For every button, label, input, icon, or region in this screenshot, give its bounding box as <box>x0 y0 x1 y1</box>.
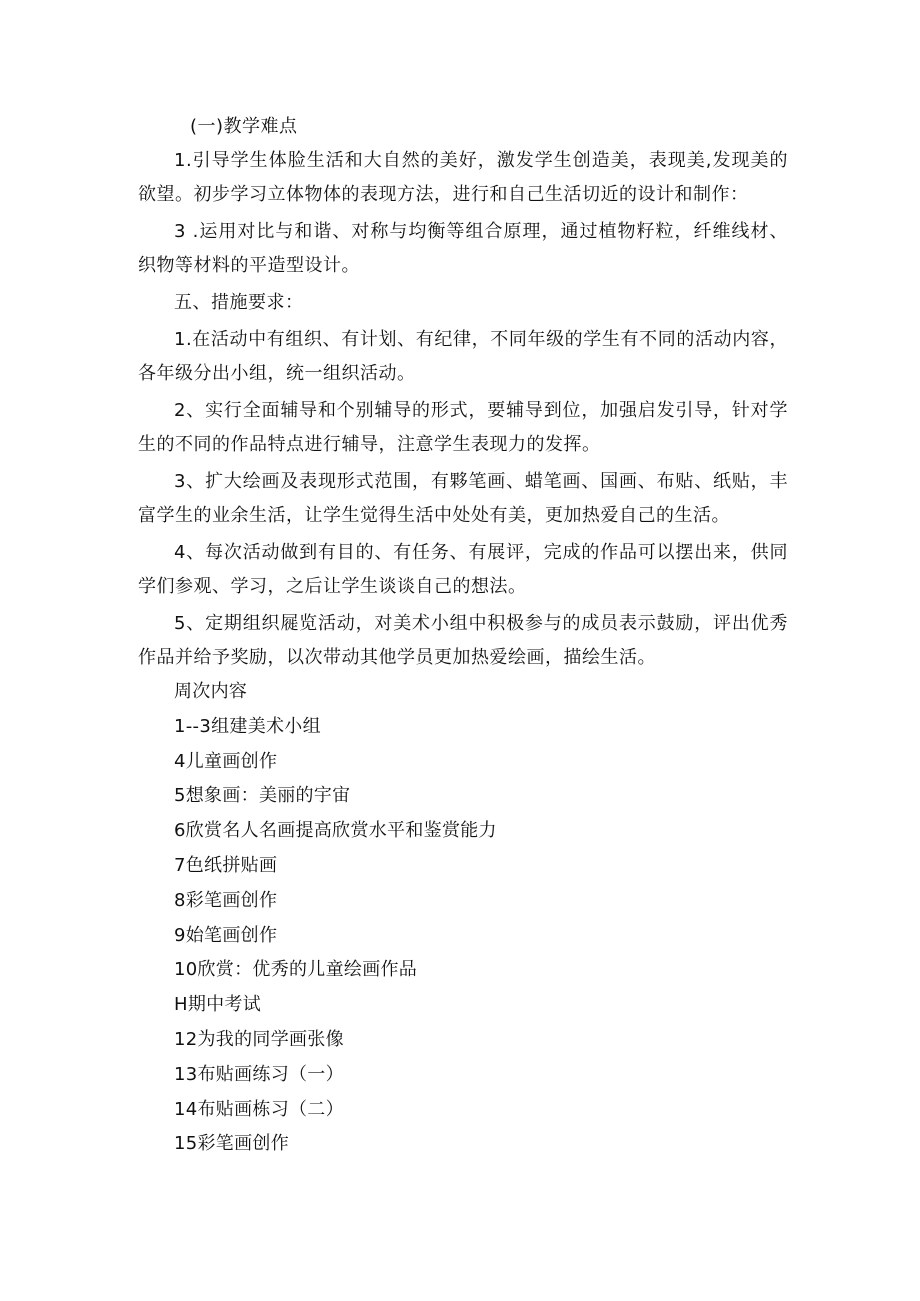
difficulty-paragraph-1: 1.引导学生体脸生活和大自然的美好，激发学生创造美，表现美,发现美的欲望。初步学习立体物体的表现方法，进行和自己生活切近的设计和制作： <box>138 150 788 205</box>
schedule-item: 13布贴画练习（一） <box>174 1063 344 1085</box>
measure-paragraph-5: 5、定期组织屣览活动，对美术小组中积极参与的成员表示鼓励，评出优秀作品并给予奖励，以次带动其他学员更加热爱绘画，描绘生活。 <box>138 613 788 668</box>
schedule-list <box>138 675 788 1162</box>
section-heading-measures: 五、措施要求： <box>174 292 304 313</box>
difficulty-paragraph-2: 3 .运用对比与和谐、对称与均衡等组合原理，通过植物籽粒，纤维线材、织物等材料的平造型设计。 <box>138 221 788 276</box>
measure-paragraph-3: 3、扩大绘画及表现形式范围，有夥笔画、蜡笔画、国画、布贴、纸贴，丰富学生的业余生活，让学生觉得生活中处处有美，更加热爱自己的生活。 <box>138 471 788 526</box>
document-body <box>138 110 788 1162</box>
schedule-item: 14布贴画栋习（二） <box>174 1098 344 1120</box>
schedule-item: 7色纸拼贴画 <box>174 854 278 876</box>
schedule-item: 5想象画：美丽的宇宙 <box>174 785 351 807</box>
schedule-header: 周次内容 <box>174 681 248 702</box>
schedule-item: H期中考试 <box>174 994 262 1016</box>
schedule-item: 15彩笔画创作 <box>174 1133 290 1155</box>
schedule-item: 4儿童画创作 <box>174 750 278 772</box>
measure-paragraph-1: 1.在活动中有组织、有计划、有纪律，不同年级的学生有不同的活动内容，各年级分出小组，统一组织活动。 <box>138 329 788 384</box>
measure-paragraph-4: 4、每次活动做到有目的、有任务、有展评，完成的作品可以摆出来，供同学们参观、学习，之后让学生谈谈自己的想法。 <box>138 542 788 597</box>
schedule-item: 9始笔画创作 <box>174 924 278 946</box>
schedule-item: 12为我的同学画张像 <box>174 1028 344 1050</box>
section-heading-difficulties: (一)教学难点 <box>190 116 298 137</box>
schedule-item: 10欣赏：优秀的儿童绘画作品 <box>174 959 418 981</box>
schedule-item: 6欣赏名人名画提高欣赏水平和鉴赏能力 <box>174 820 497 842</box>
measure-paragraph-2: 2、实行全面辅导和个别辅导的形式，要辅导到位，加强启发引导，针对学生的不同的作品特点进行辅导，注意学生表现力的发挥。 <box>138 400 788 455</box>
schedule-item: 8彩笔画创作 <box>174 889 278 911</box>
schedule-item: 1--3组建美术小组 <box>174 715 321 737</box>
